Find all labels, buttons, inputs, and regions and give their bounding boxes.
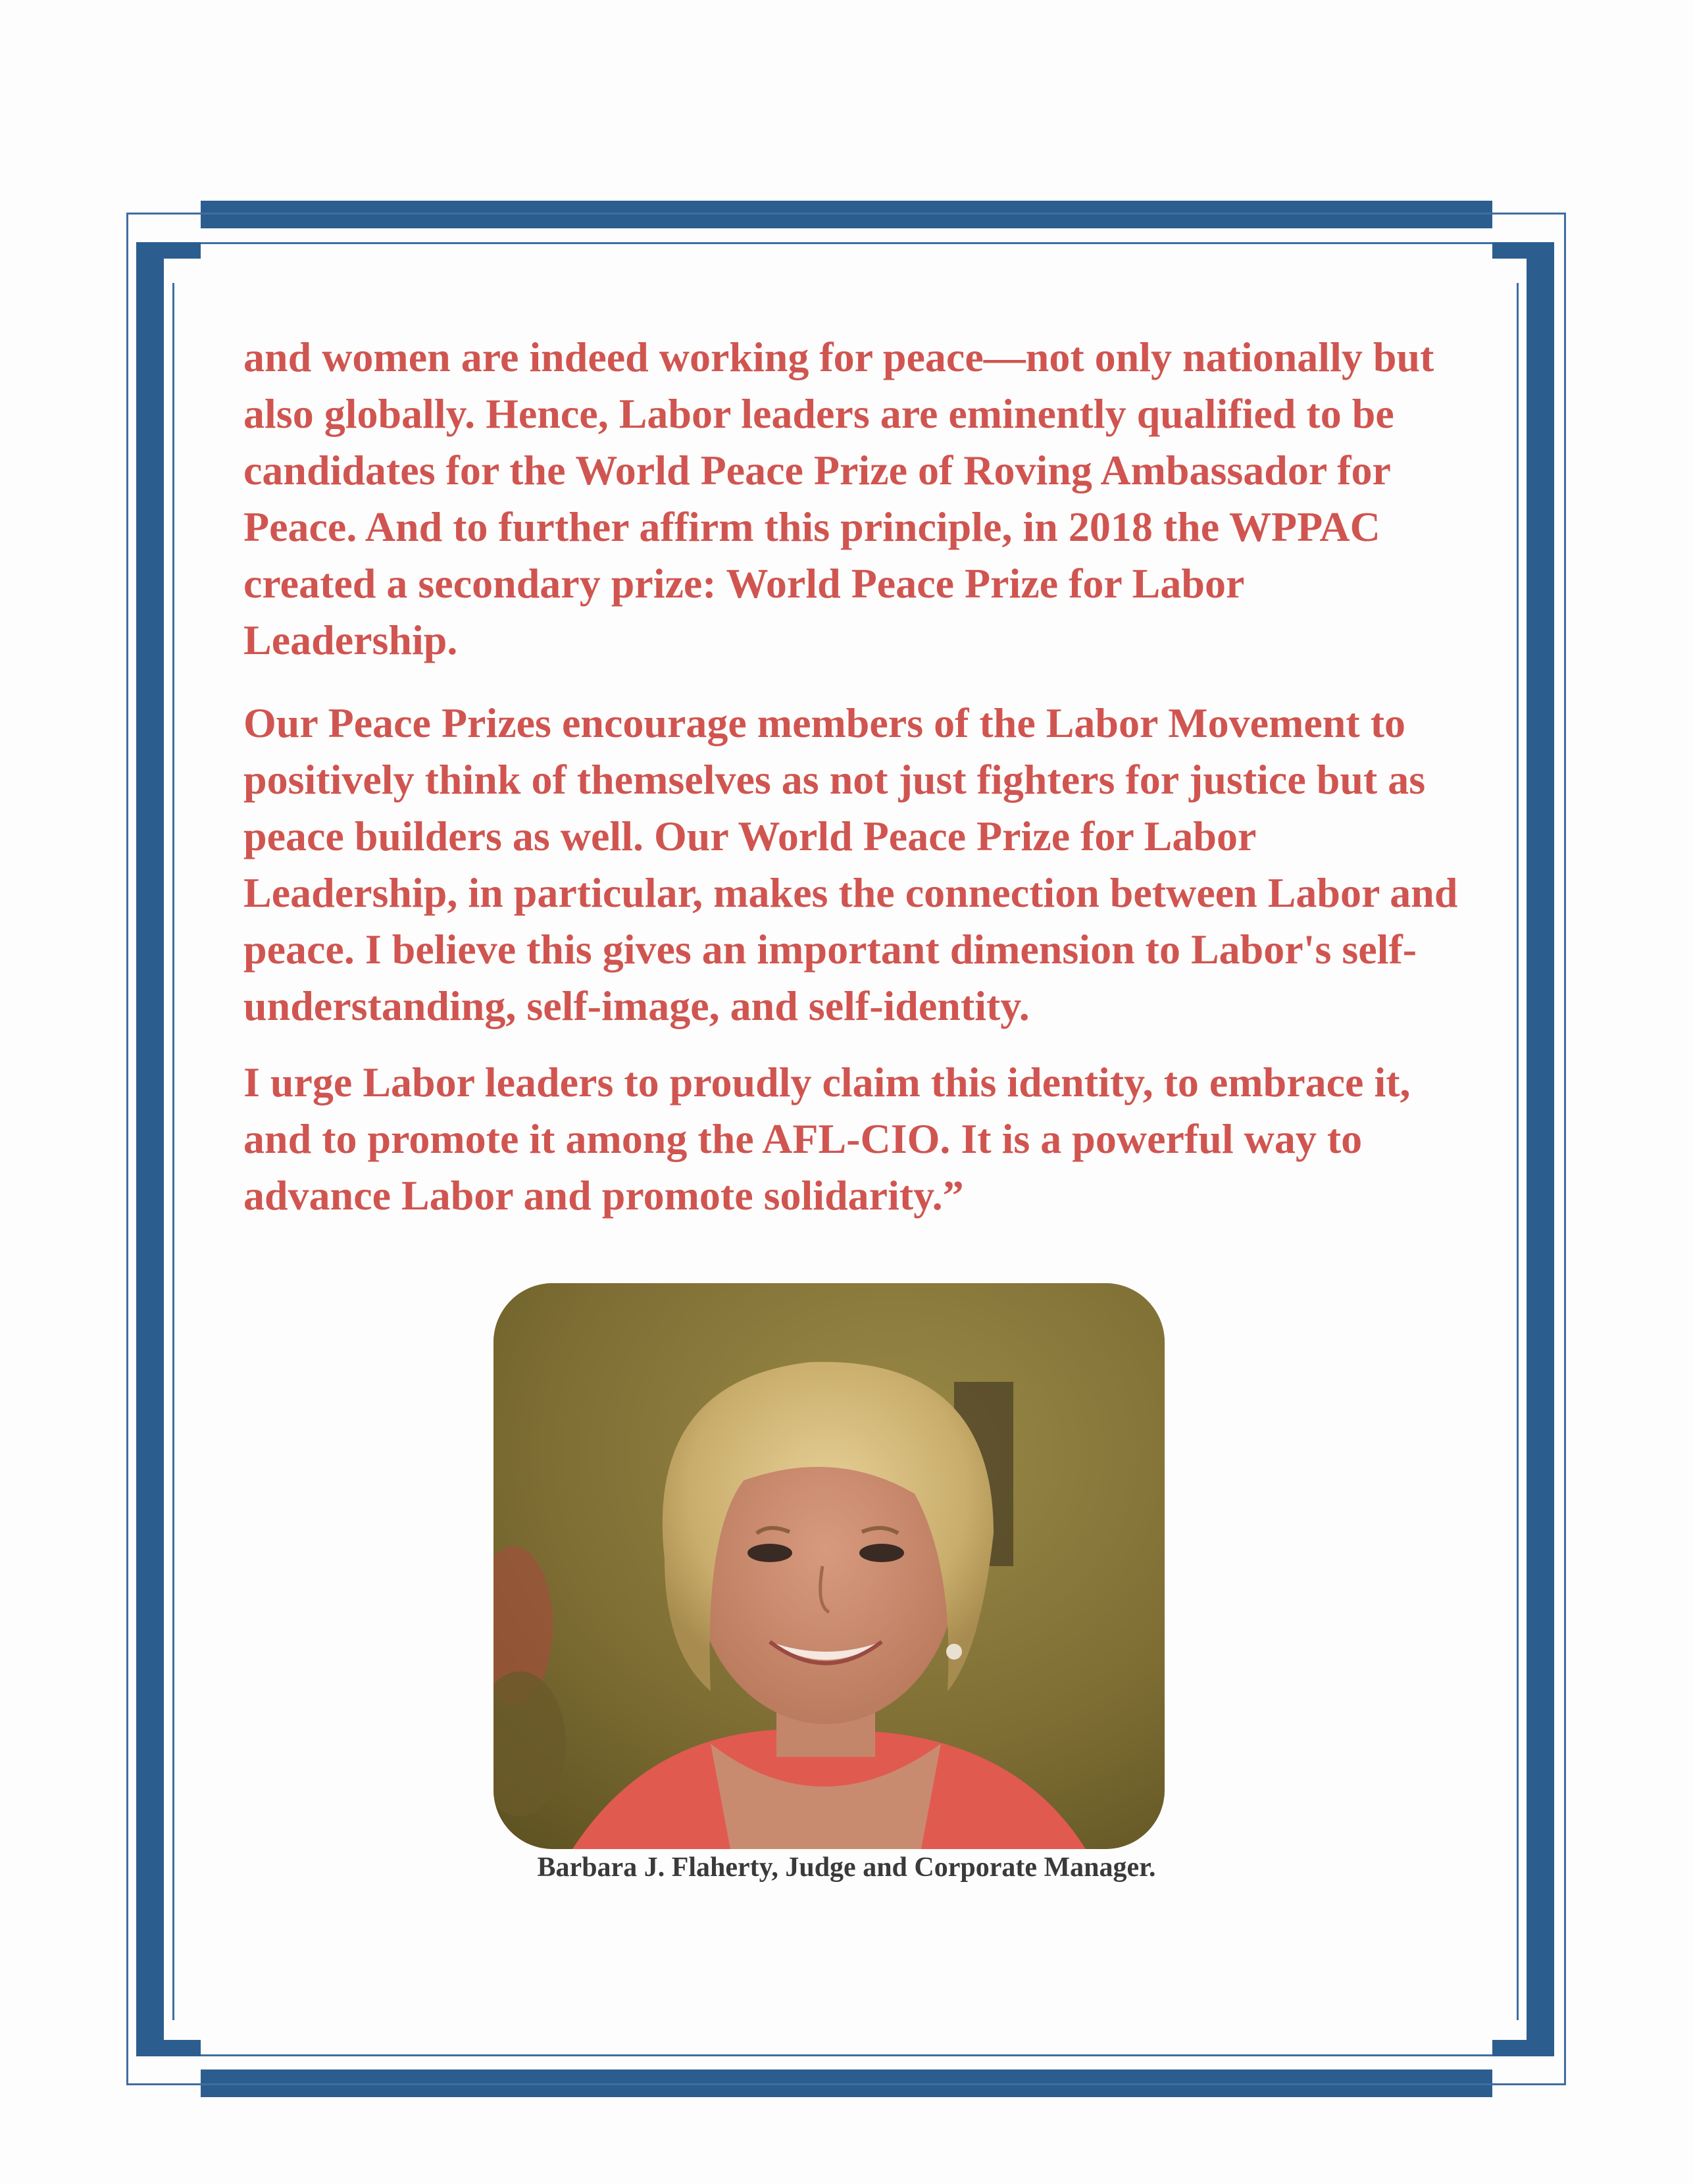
border-top-outer-line	[128, 213, 1565, 215]
portrait-photo	[493, 1283, 1165, 1849]
border-right-inner-line	[1517, 283, 1519, 2020]
border-right	[1527, 283, 1554, 2020]
border-left	[136, 283, 164, 2020]
border-corner-top-left-post	[136, 242, 164, 283]
paragraph-3: I urge Labor leaders to proudly claim this identity, to embrace it, and to promote it among the AFL-CIO. It is a powerful way to advance Labor and promote solidarity.”	[243, 1059, 1411, 1219]
border-bottom-outer-line	[128, 2083, 1565, 2085]
border-top-inner-line	[201, 242, 1492, 244]
body-text	[243, 329, 1461, 1250]
portrait-image	[493, 1283, 1165, 1849]
border-left-outer-line	[126, 213, 128, 2085]
border-corner-bottom-left-post	[136, 2016, 164, 2056]
border-left-inner-line	[172, 283, 174, 2020]
border-right-outer-line	[1564, 213, 1566, 2085]
photo-caption: Barbara J. Flaherty, Judge and Corporate Manager.	[537, 1852, 1156, 1883]
border-corner-bottom-right-post	[1527, 2016, 1554, 2056]
border-corner-top-right-post	[1527, 242, 1554, 283]
paragraph-2: Our Peace Prizes encourage members of the Labor Movement to positively think of themselves as not just fighters for justice but as peace builders as well. Our World Peace Prize for Labor Leadership, in particular, makes the connection between Labor and peace. I believe this gives an important dimension to Labor's self-understanding, self-image, and self-identity.	[243, 699, 1458, 1029]
border-top	[201, 201, 1492, 228]
paragraph-1: and women are indeed working for peace—not only nationally but also globally. Hence, Labor leaders are eminently qualified to be candidates for the World Peace Prize of Roving Ambassador for Peace. And to further affirm this principle, in 2018 the WPPAC created a secondary prize: World Peace Prize for Labor Leadership.	[243, 334, 1434, 663]
border-bottom-inner-line	[201, 2054, 1492, 2056]
